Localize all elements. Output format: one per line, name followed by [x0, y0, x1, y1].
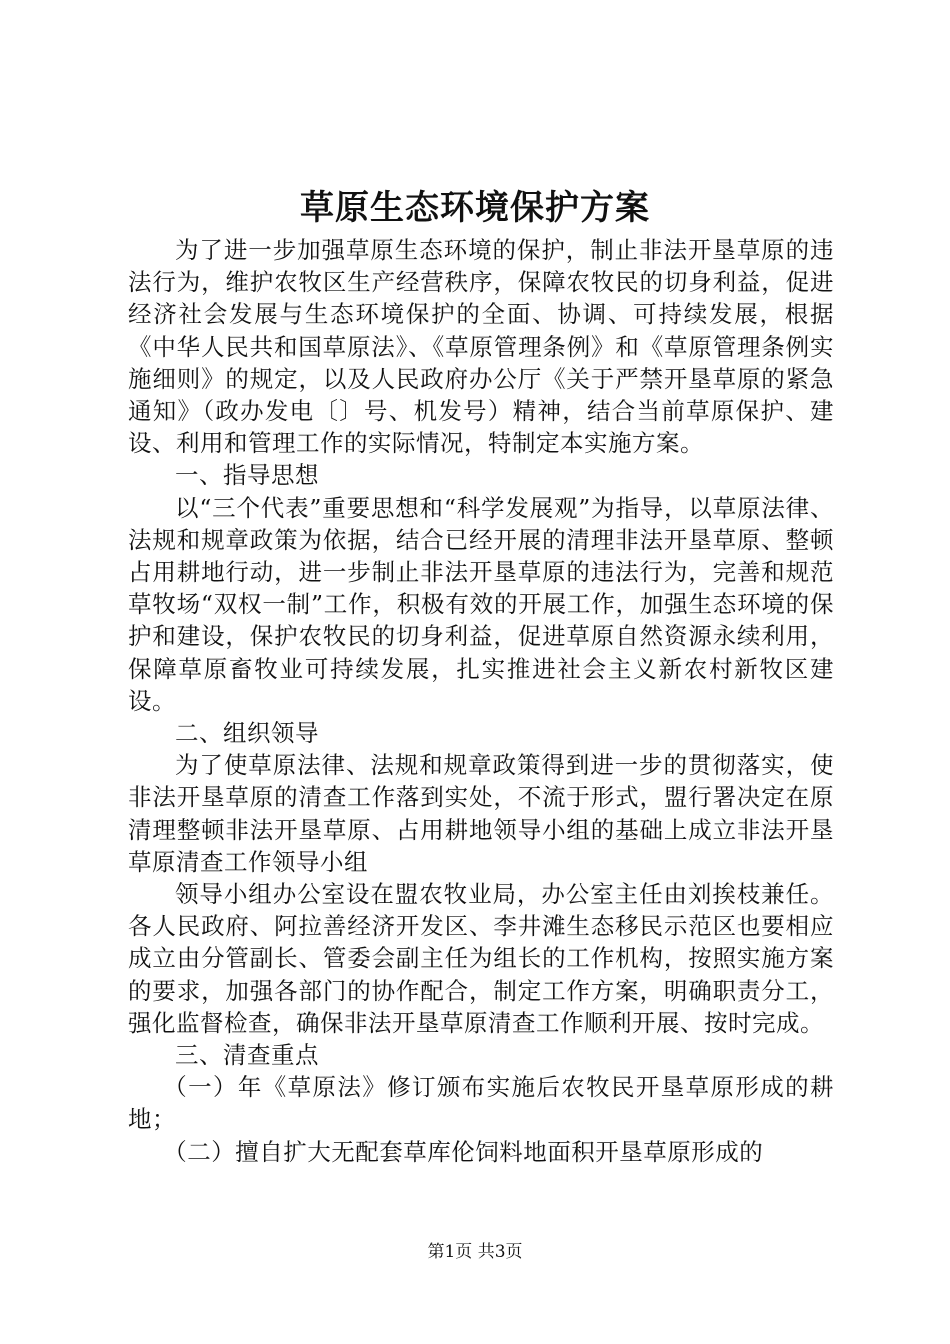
organization-paragraph: 为了使草原法律、法规和规章政策得到进一步的贯彻落实，使非法开垦草原的清查工作落到实处，不流于形式，盟行署决定在原清理整顿非法开垦草原、占用耕地领导小组的基础上成立非法开垦草原清查工作领导小组: [128, 751, 834, 876]
document-title: 草原生态环境保护方案: [300, 188, 650, 228]
office-paragraph: 领导小组办公室设在盟农牧业局，办公室主任由刘挨枝兼任。各人民政府、阿拉善经济开发区、李井滩生态移民示范区也要相应成立由分管副长、管委会副主任为组长的工作机构，按照实施方案的要求，加强各部门的协作配合，制定工作方案，明确职责分工，强化监督检查，确保非法开垦草原清查工作顺利开展、按时完成。: [128, 880, 834, 1037]
section-heading-organization: 二、组织领导: [175, 719, 319, 748]
intro-paragraph: 为了进一步加强草原生态环境的保护，制止非法开垦草原的违法行为，维护农牧区生产经营秩序，保障农牧民的切身利益，促进经济社会发展与生态环境保护的全面、协调、可持续发展，根据《中华人民共和国草原法》、《草原管理条例》和《草原管理条例实施细则》的规定，以及人民政府办公厅《关于严禁开垦草原的紧急通知》（政办发电〔〕号、机发号）精神，结合当前草原保护、建设、利用和管理工作的实际情况，特制定本实施方案。: [128, 236, 834, 458]
inspection-item-1: （一）年《草原法》修订颁布实施后农牧民开垦草原形成的耕地；: [128, 1073, 834, 1134]
page-footer: 第1页 共3页: [427, 1242, 523, 1262]
inspection-item-2: （二）擅自扩大无配套草库伦饲料地面积开垦草原形成的: [163, 1137, 764, 1166]
document-body: [128, 234, 834, 1168]
section-heading-guiding-thought: 一、指导思想: [175, 461, 319, 490]
guiding-thought-paragraph: 以“三个代表”重要思想和“科学发展观”为指导，以草原法律、法规和规章政策为依据，结合已经开展的清理非法开垦草原、整顿占用耕地行动，进一步制止非法开垦草原的违法行为，完善和规范草牧场“双权一制”工作，积极有效的开展工作，加强生态环境的保护和建设，保护农牧民的切身利益，促进草原自然资源永续利用，保障草原畜牧业可持续发展，扎实推进社会主义新农村新牧区建设。: [128, 493, 834, 715]
section-heading-inspection-focus: 三、清查重点: [175, 1041, 319, 1070]
